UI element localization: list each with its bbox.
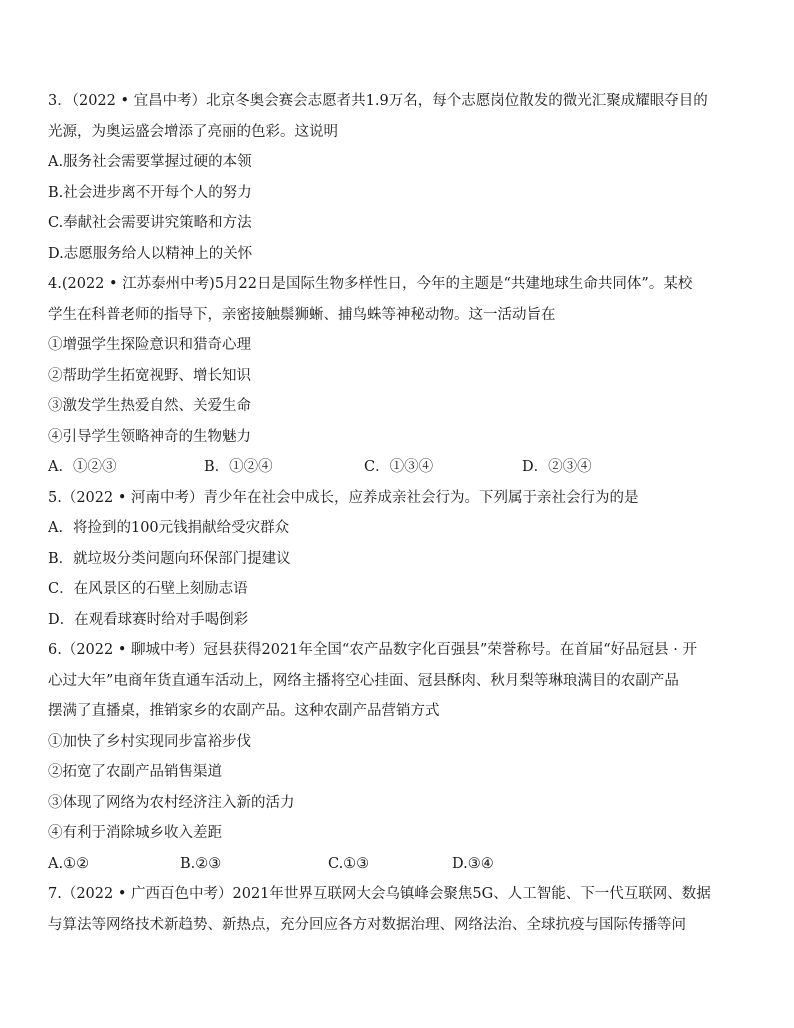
question-6: [48, 635, 758, 879]
question-6-choices: [48, 849, 758, 880]
question-7-stem-line-1: 7.（2022 • 广西百色中考）2021年世界互联网大会乌镇峰会聚焦5G、人工智能、下一代互联网、数据: [48, 886, 711, 902]
question-6-choice-b: B.②③: [180, 855, 222, 872]
question-6-choice-d: D.③④: [452, 855, 494, 872]
question-3-option-b: B.社会进步离不开每个人的努力: [48, 184, 252, 201]
question-3-option-a: A.服务社会需要掌握过硬的本领: [48, 154, 252, 170]
question-6-statement-3: ③体现了网络为农村经济注入新的活力: [48, 794, 295, 811]
question-7: [48, 879, 758, 940]
question-6-stem-line-2: 心过大年”电商年货直通车活动上，网络主播将空心挂面、冠县酥肉、秋月梨等琳琅满目的农副产品: [48, 672, 679, 689]
question-4-choice-c: C．①③④: [364, 459, 434, 475]
question-4-statement-1: ①增强学生探险意识和猎奇心理: [48, 337, 251, 353]
question-3-stem-line-1: 3．（2022 • 宜昌中考）北京冬奥会赛会志愿者共1.9万名，每个志愿岗位散发的微光汇聚成耀眼夺目的: [48, 93, 708, 109]
question-5-stem: 5.（2022 • 河南中考）青少年在社会中成长，应养成亲社会行为。下列属于亲社会行为的是: [48, 489, 639, 506]
question-5: [48, 483, 758, 636]
question-3-option-d: D.志愿服务给人以精神上的关怀: [48, 245, 253, 262]
question-4-choice-d: D．②③④: [522, 459, 592, 475]
question-3: [48, 86, 758, 269]
question-4-statement-2: ②帮助学生拓宽视野、增长知识: [48, 367, 251, 384]
question-4-choices: [48, 452, 758, 483]
question-6-statement-4: ④有利于消除城乡收入差距: [48, 825, 222, 841]
question-4: [48, 269, 758, 483]
question-5-option-c: C．在风景区的石壁上刻励志语: [48, 581, 248, 597]
question-5-option-b: B．就垃圾分类问题向环保部门提建议: [48, 550, 291, 567]
question-4-stem-line-2: 学生在科普老师的指导下，亲密接触鬃狮蜥、捕鸟蛛等神秘动物。这一活动旨在: [48, 306, 556, 323]
question-6-statement-2: ②拓宽了农副产品销售渠道: [48, 764, 222, 780]
question-4-statement-3: ③激发学生热爱自然、关爱生命: [48, 398, 251, 414]
question-4-statement-4: ④引导学生领略神奇的生物魅力: [48, 428, 251, 445]
question-5-option-a: A．将捡到的100元钱捐献给受灾群众: [48, 520, 290, 536]
question-3-option-c: C.奉献社会需要讲究策略和方法: [48, 215, 252, 231]
question-3-stem-line-2: 光源，为奥运盛会增添了亮丽的色彩。这说明: [48, 123, 338, 140]
question-6-statement-1: ①加快了乡村实现同步富裕步伐: [48, 733, 251, 750]
question-6-choice-c: C.①③: [328, 855, 370, 872]
question-6-choice-a: A.①②: [48, 855, 90, 872]
question-4-choice-a: A．①②③: [48, 459, 117, 475]
document-page: [48, 86, 758, 940]
question-5-option-d: D．在观看球赛时给对手喝倒彩: [48, 611, 249, 628]
question-4-stem-line-1: 4.(2022 • 江苏泰州中考)5月22日是国际生物多样性日，今年的主题是“共建地球生命共同体”。某校: [48, 276, 693, 292]
question-4-choice-b: B．①②④: [204, 459, 273, 475]
question-6-stem-line-1: 6.（2022 • 聊城中考）冠县获得2021年全国“农产品数字化百强县”荣誉称号。在首届“好品冠县 · 开: [48, 642, 697, 658]
question-6-stem-line-3: 摆满了直播桌，推销家乡的农副产品。这种农副产品营销方式: [48, 703, 440, 719]
question-7-stem-line-2: 与算法等网络技术新趋势、新热点，充分回应各方对数据治理、网络法治、全球抗疫与国际传播等问: [48, 916, 686, 933]
